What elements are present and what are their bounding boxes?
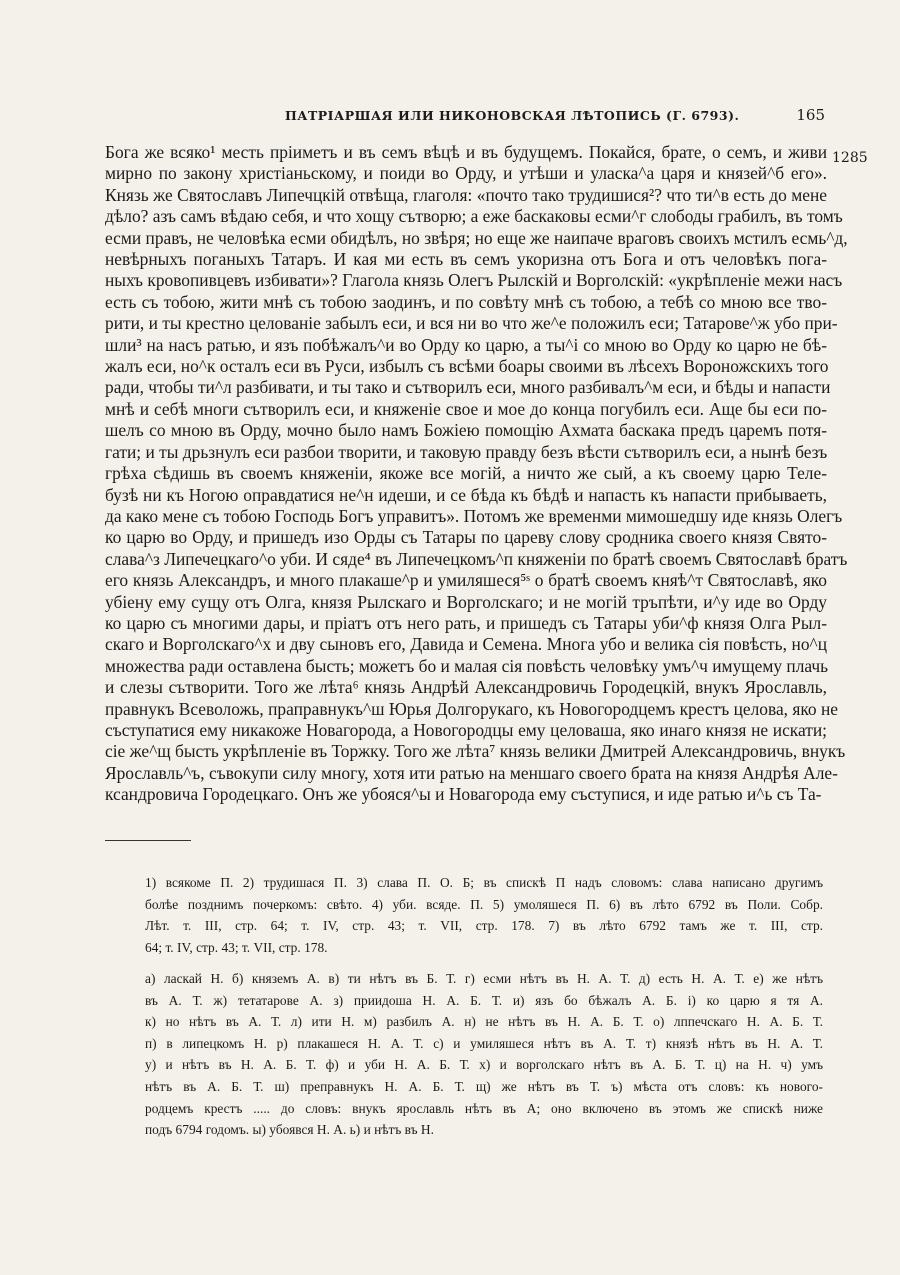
text-line: шли³ на насъ ратью, и язъ побѣжалъ^и во Орду ко царю, а ты^і со мною во Орду ко царю не бѣ- — [105, 334, 827, 355]
text-line: сіе же^щ бысть укрѣпленіе въ Торжку. Того же лѣта⁷ князь велики Дмитрей Александровичь, внукъ — [105, 741, 846, 762]
margin-year: 1285 — [832, 150, 868, 166]
text-line: дѣло? азъ самъ вѣдаю себя, и что хощу сътворю; а еже баскаковы есми^г слободы грабилъ, въ томъ — [105, 206, 843, 227]
numeric-footnotes — [145, 872, 823, 958]
text-line: есми правъ, не человѣка есми обидѣлъ, но звѣря; но еще же наипаче враговъ своихъ мстилъ есмь^д, — [105, 227, 848, 248]
footnote-line: к) но нѣтъ въ А. Т. л) ити Н. м) разбилъ А. н) не нѣтъ въ Н. А. Б. Т. о) лппечскаго Н. А. Б. Т. — [145, 1014, 823, 1030]
text-line: грѣха сѣдишь въ своемъ княженіи, якоже все могій, а ничто же сый, а къ своему царю Теле- — [105, 463, 827, 484]
footnote-line: нѣтъ въ А. Б. Т. ш) преправнукъ Н. А. Б. Т. щ) же нѣтъ въ Т. ъ) мѣста отъ словъ: къ нового- — [145, 1078, 823, 1094]
footnote-line: родцемъ крестъ ..... до словъ: внукъ ярославль нѣтъ въ А; оно включено въ этомъ же спискѣ ниже — [145, 1100, 823, 1116]
text-line: есть съ тобою, жити мнѣ съ тобою заодинъ, и по совѣту мнѣ съ тобою, а тебѣ со мною все тво- — [105, 291, 827, 312]
text-line: ко царю во Орду, и пришедъ изо Орды съ Татары по цареву слову сродника своего князя Свято- — [105, 527, 827, 548]
text-line: да како мене съ тобою Господь Богъ управитъ». Потомъ же временми мимошедшу иде князь Олегъ — [105, 505, 843, 526]
footnote-divider — [105, 840, 191, 841]
text-line: и слезы сътворити. Того же лѣта⁶ князь Андрѣй Александровичь Городецкій, внукъ Ярославль, — [105, 677, 827, 698]
text-line: мнѣ и себѣ многи сътворилъ еси, и княженіе свое и мое до конца погубилъ еси. Аще бы еси по- — [105, 398, 827, 419]
text-line: ныхъ кровопивцевъ избивати»? Глагола князь Олегъ Рылскій и Ворголскій: «укрѣпленіе межи насъ — [105, 270, 843, 291]
footnote-line: 64; т. IV, стр. 43; т. VII, стр. 178. — [145, 939, 328, 955]
text-line: шелъ со мною въ Орду, мочно было намъ Божіею помощію Ахмата баскака предъ царемъ потя- — [105, 420, 827, 441]
footnote-line: 1) всякоме П. 2) трудишася П. 3) слава П. О. Б; въ спискѣ П надъ словомъ: слава написано другимъ — [145, 875, 823, 890]
text-line: слава^з Липечецкаго^о уби. И сяде⁴ въ Липечецкомъ^п княженіи по братѣ своемъ Святославѣ братъ — [105, 548, 848, 569]
text-line: его князь Александръ, и много плакаше^р и умиляшеся⁵ˢ о братѣ своемъ княѣ^т Святославѣ, яко — [105, 570, 827, 591]
text-line: ксандровича Городецкаго. Онъ же убояся^ы и Новагорода ему съступися, и иде ратью и^ь съ Та- — [105, 784, 822, 805]
text-line: скаго и Ворголскаго^х и дву сыновъ его, Давида и Семена. Многа убо и велика сія повѣсть, но^ц — [105, 634, 827, 655]
text-line: ради, чтобы ти^л разбивати, и ты тако и сътворилъ еси, много разбивалъ^м еси, и бѣды и напасти — [105, 377, 831, 398]
text-line: бузѣ ни къ Ногою оправдатися не^н идеши, и се бѣда къ бѣдѣ и напасть къ напасти прибываеть, — [105, 484, 827, 505]
footnote-line: болѣе позднимъ почеркомъ: свѣто. 4) уби. всяде. П. 5) умоляшеся П. 6) въ лѣто 6792 въ Поли. Собр. — [145, 896, 823, 912]
text-line: убіену ему сущу отъ Олга, князя Рылскаго и Ворголскаго; и не могій тръпѣти, и^у иде во Орду — [105, 591, 827, 612]
footnote-line: а) ласкай Н. б) княземъ А. в) ти нѣтъ въ Б. Т. г) есми нѣтъ въ Н. А. Т. д) есть Н. А. Т. е) же нѣтъ — [145, 971, 823, 986]
footnote-line: у) и нѣтъ въ Н. А. Б. Т. ф) и уби Н. А. Б. Т. х) и ворголскаго нѣтъ въ А. Б. Т. ц) на Н. ч) умъ — [145, 1057, 823, 1073]
footnote-line: п) в липецкомъ Н. р) плакашеся Н. А. Т. с) и умиляшеся нѣтъ въ А. Т. т) князѣ нѣтъ въ Н. А. Т. — [145, 1035, 823, 1051]
footnote-line: въ А. Т. ж) тетатарове А. з) приидоша Н. А. Б. Т. и) язъ бо бѣжалъ А. Б. і) ко царю я тя А. — [145, 992, 823, 1008]
footnote-line: подъ 6794 годомъ. ы) убоявся Н. А. ь) и нѣтъ въ Н. — [145, 1122, 434, 1138]
running-title: ПАТРІАРШАЯ ИЛИ НИКОНОВСКАЯ ЛѢТОПИСЬ (Г. 6793). — [285, 108, 740, 123]
text-line: гати; и ты дрьзнулъ еси разбои творити, и таковую правду безъ вѣсти сътворилъ еси, а нынѣ безъ — [105, 441, 828, 462]
footnote-line: Лѣт. т. III, стр. 64; т. IV, стр. 43; т. VII, стр. 178. 7) въ лѣто 6792 тамъ же т. III, стр. — [145, 918, 823, 934]
text-line: невѣрныхъ поганыхъ Татаръ. И кая ми есть въ семъ укоризна отъ Бога и отъ человѣкъ пога- — [105, 249, 827, 270]
text-line: Бога же всяко¹ месть пріиметъ и въ семъ вѣцѣ и въ будущемъ. Покайся, брате, о семъ, и живи — [105, 142, 827, 162]
text-line: съступатися ему никакоже Новагорода, а Новогородцы ему целоваша, яко инаго князя не искати; — [105, 719, 827, 740]
page-header — [105, 104, 825, 130]
text-line: жалъ еси, но^к осталъ еси въ Руси, избылъ съ всѣми боары своими въ лѣсехъ Вороножскихъ того — [105, 356, 829, 377]
text-line: Князь же Святославъ Липечцкій отвѣща, глаголя: «почто тако трудишися²? что ти^в есть до мене — [105, 184, 827, 205]
text-line: Ярославль^ъ, съвокупи силу многу, хотя ити ратью на меншаго своего брата на князя Андрѣя Але- — [105, 762, 838, 783]
text-line: правнукъ Всеволожь, праправнукъ^ш Юрья Долгорукаго, къ Новогородцемъ крестъ целова, яко не — [105, 698, 839, 719]
page-number: 165 — [796, 106, 825, 124]
letter-footnotes — [145, 968, 823, 1141]
text-line: мирно по закону христіаньскому, и поиди во Орду, и утѣши и уласка^а царя и князей^б его». — [105, 163, 827, 184]
main-text — [105, 142, 848, 806]
text-line: рити, и ты крестно целованіе забылъ еси, и вся ни во что же^е положилъ еси; Татарове^ж убо при- — [105, 313, 838, 334]
text-line: множества ради оставлена бысть; можетъ бо и малая сія повѣсть человѣку умъ^ч имущему плачь — [105, 655, 829, 676]
text-line: ко царю съ многими дары, и пріатъ отъ него рать, и пришедъ съ Татары уби^ф князя Олга Рыл- — [105, 612, 827, 633]
